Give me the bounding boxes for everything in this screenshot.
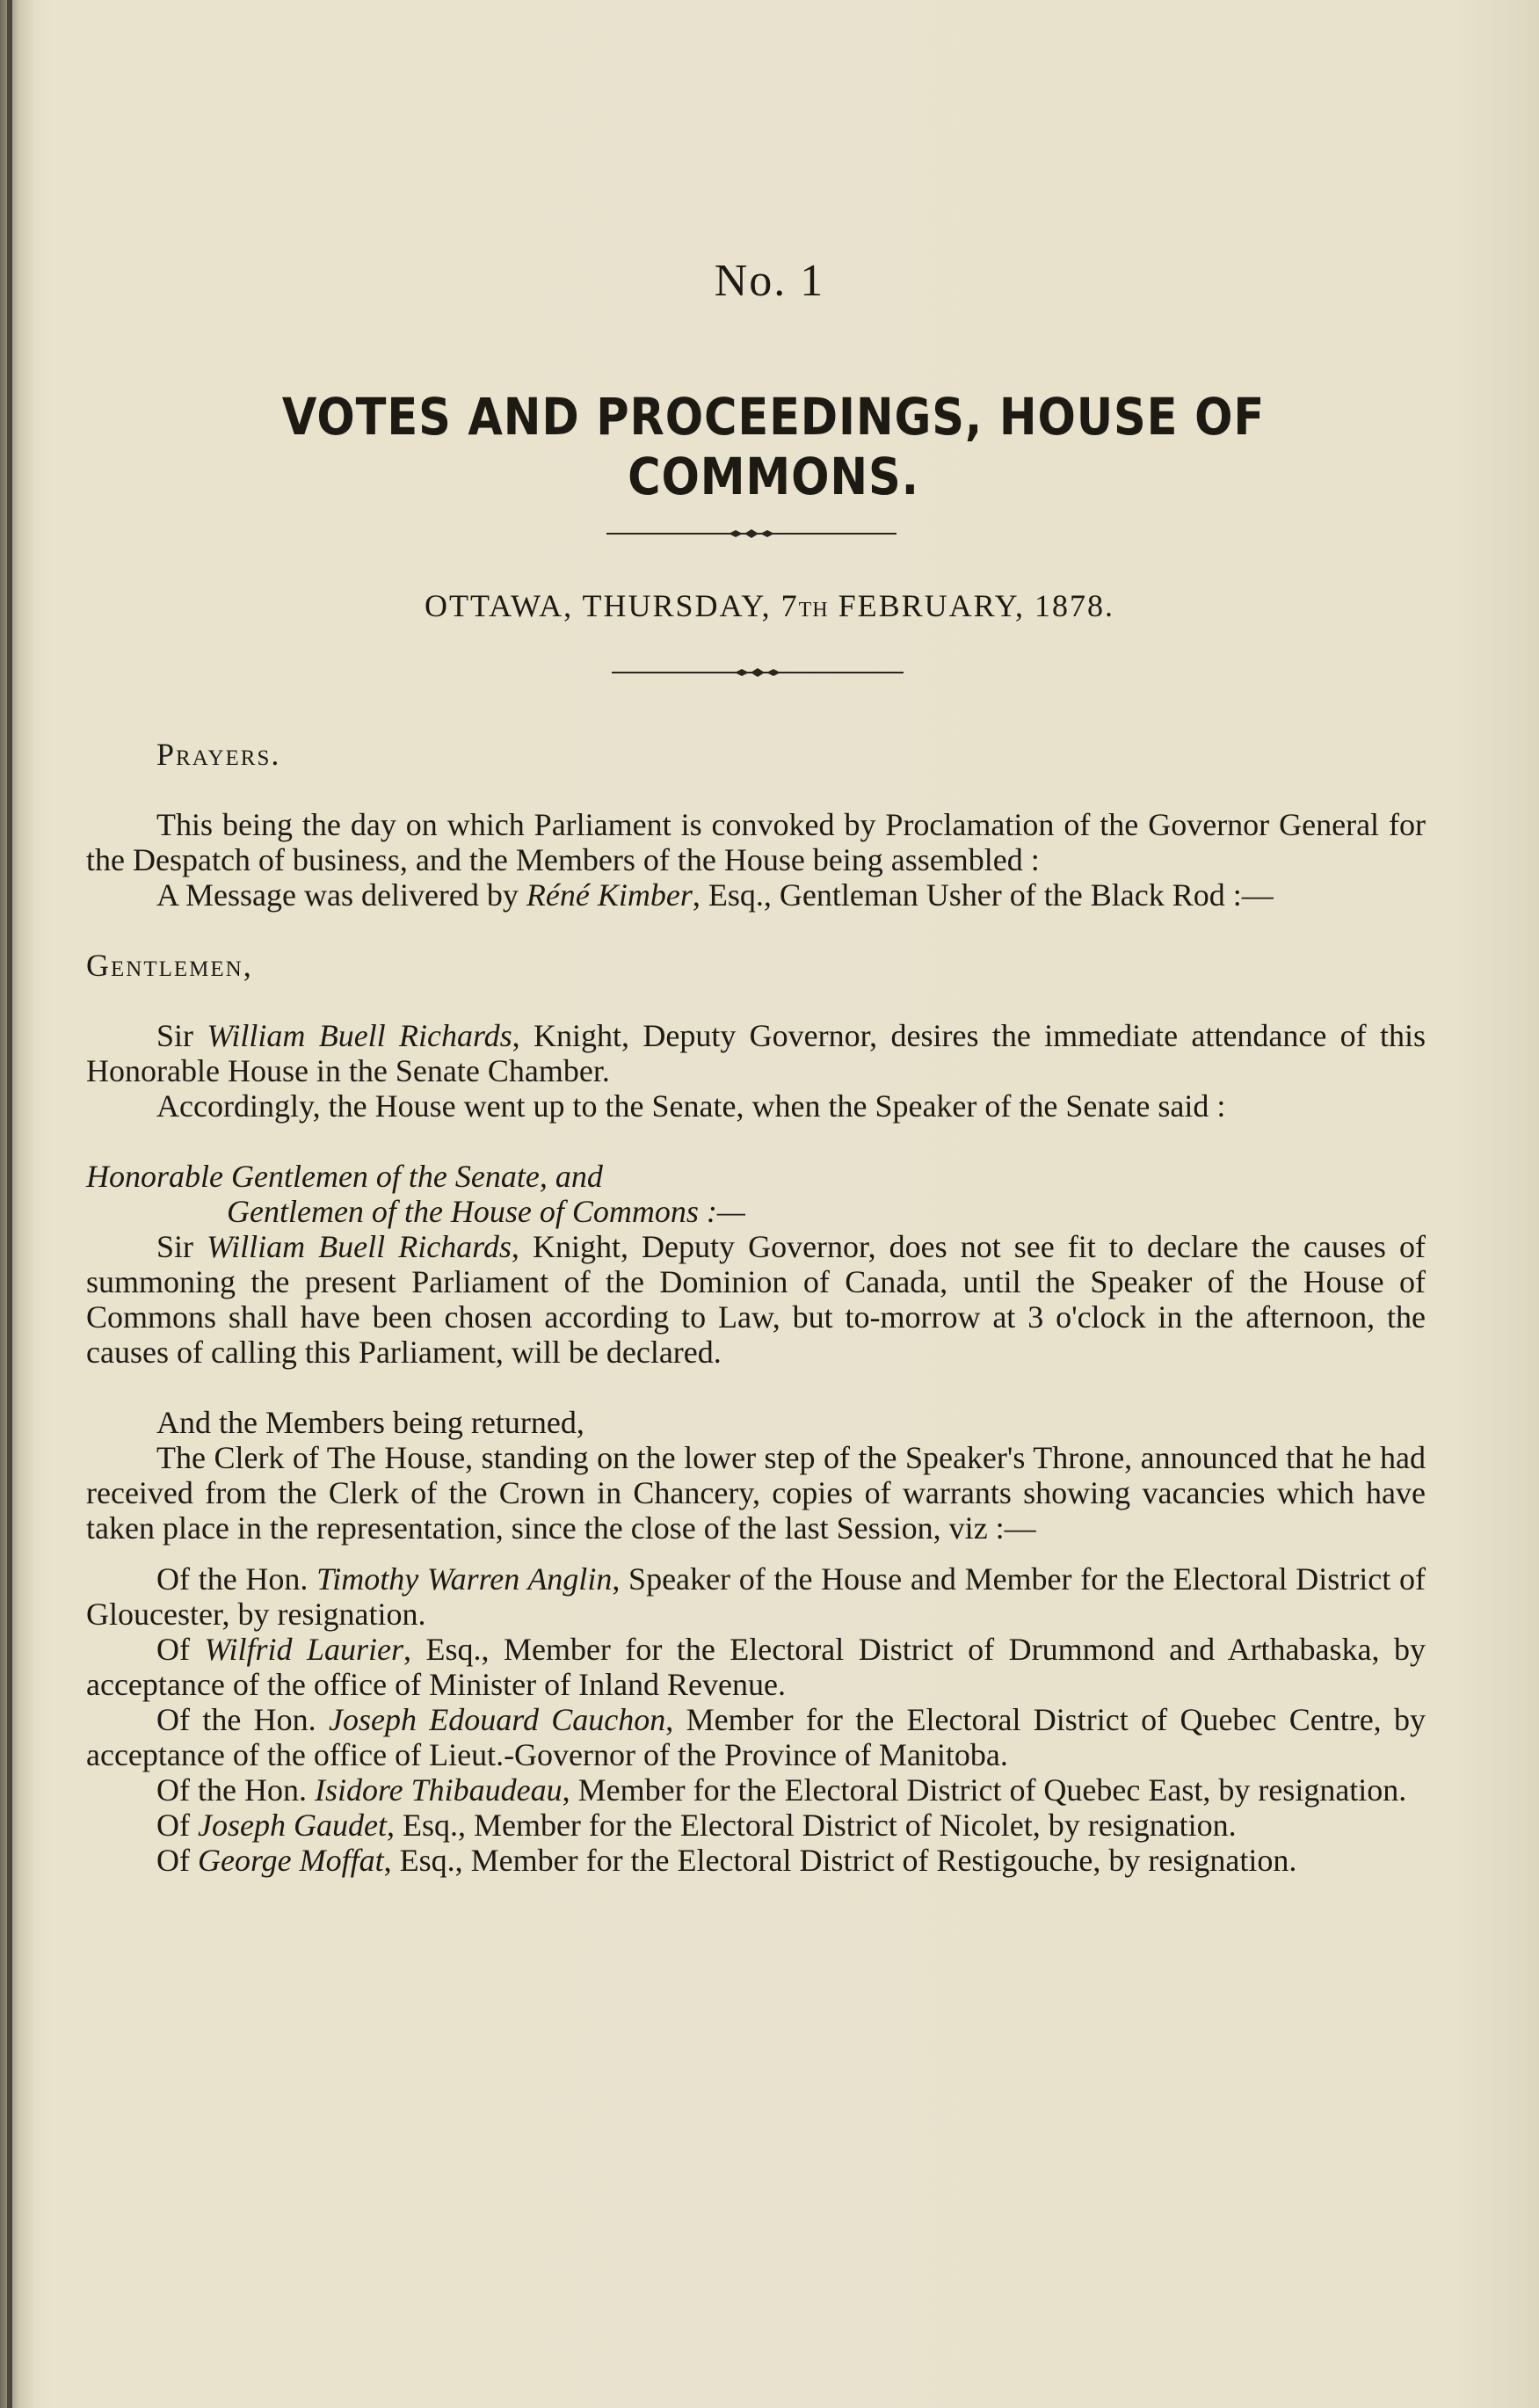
person-name: Joseph Edouard Cauchon <box>328 1702 666 1737</box>
ornament-diamond-top <box>725 527 778 540</box>
vacancy-item <box>86 1561 1426 1632</box>
section-heading-prayers: Prayers. <box>156 737 281 772</box>
person-name: Timothy Warren Anglin <box>316 1561 613 1597</box>
dateline-ordinal: TH <box>798 599 829 622</box>
text-run: Sir <box>156 1018 207 1053</box>
paragraph-summoning <box>86 1229 1426 1370</box>
text-run: Of the Hon. <box>156 1561 317 1597</box>
vacancy-item <box>86 1632 1426 1702</box>
address-text: Gentlemen of the House of Commons :— <box>227 1194 745 1229</box>
dateline-rest: FEBRUARY, 1878. <box>828 588 1115 623</box>
text-run: Sir <box>156 1229 207 1264</box>
text-run: , Member for the Electoral District of Quebec Centre, by acceptance of the office of Lieut.-Governor of the Province of Manitoba. <box>86 1702 1426 1772</box>
text-run: A Message was delivered by <box>156 877 526 913</box>
address-line-2 <box>86 1194 1426 1229</box>
text-run: Of <box>156 1843 198 1878</box>
person-name: Joseph Gaudet <box>198 1808 387 1843</box>
ornament-diamond-bottom <box>731 666 784 679</box>
paragraph-convocation: This being the day on which Parliament is convoked by Proclamation of the Governor General for the Despatch of business, and the Members of the House being assembled : <box>86 807 1426 877</box>
text-run: , Esq., Member for the Electoral District of Drummond and Arthabaska, by acceptance of the office of Minister of Inland Revenue. <box>86 1632 1426 1702</box>
document-body <box>86 737 1426 1878</box>
person-name: Réné Kimber <box>526 877 693 913</box>
person-name: William Buell Richards <box>207 1018 512 1053</box>
section-heading-gentlemen: Gentlemen, <box>86 948 253 983</box>
vacancy-item <box>86 1702 1426 1772</box>
dateline-main: OTTAWA, THURSDAY, 7 <box>424 588 799 623</box>
vacancy-item <box>86 1808 1426 1843</box>
address-text: Honorable Gentlemen of the Senate, and <box>86 1159 603 1194</box>
document-number: No. 1 <box>714 256 825 306</box>
binding-edge <box>7 0 12 2408</box>
text-run: , Esq., Gentleman Usher of the Black Rod :— <box>692 877 1274 913</box>
document-title: VOTES AND PROCEEDINGS, HOUSE OF COMMONS. <box>281 387 1266 506</box>
paragraph-message <box>86 877 1426 913</box>
text-run: , Member for the Electoral District of Quebec East, by resignation. <box>562 1772 1407 1808</box>
text-run: Of <box>156 1632 205 1667</box>
text-run: Of <box>156 1808 198 1843</box>
text-run: , Speaker of the House and Member for the Electoral District of Gloucester, by resignation. <box>86 1561 1426 1632</box>
person-name: Isidore Thibaudeau <box>314 1772 563 1808</box>
paragraph-deputy-governor <box>86 1018 1426 1088</box>
person-name: George Moffat <box>198 1843 384 1878</box>
person-name: Wilfrid Laurier <box>204 1632 403 1667</box>
vacancy-item <box>86 1843 1426 1878</box>
text-run: , Esq., Member for the Electoral District of Nicolet, by resignation. <box>386 1808 1237 1843</box>
paragraph-senate: Accordingly, the House went up to the Senate, when the Speaker of the Senate said : <box>156 1088 1226 1124</box>
text-run: , Knight, Deputy Governor, does not see fit to declare the causes of summoning the present Parliament of the Dominion of Canada, until the Speaker of the House of Commons shall have been chosen according to Law, but to-morrow at 3 o'clock in the afternoon, the causes of calling this Parliament, will be declared. <box>86 1229 1426 1370</box>
text-run: Of the Hon. <box>156 1772 315 1808</box>
paragraph-clerk: The Clerk of The House, standing on the lower step of the Speaker's Throne, announced that he had received from the Clerk of the Crown in Chancery, copies of warrants showing vacancies which have taken place in the representation, since the close of the last Session, viz :— <box>86 1440 1426 1546</box>
text-run: , Knight, Deputy Governor, desires the immediate attendance of this Honorable House in the Senate Chamber. <box>86 1018 1426 1088</box>
text-run: Of the Hon. <box>156 1702 329 1737</box>
address-line-1 <box>86 1159 1426 1194</box>
dateline <box>0 587 1539 624</box>
person-name: William Buell Richards <box>207 1229 512 1264</box>
text-run: , Esq., Member for the Electoral District of Restigouche, by resignation. <box>383 1843 1297 1878</box>
paragraph-members-returned: And the Members being returned, <box>156 1405 584 1440</box>
vacancy-item <box>86 1772 1426 1808</box>
